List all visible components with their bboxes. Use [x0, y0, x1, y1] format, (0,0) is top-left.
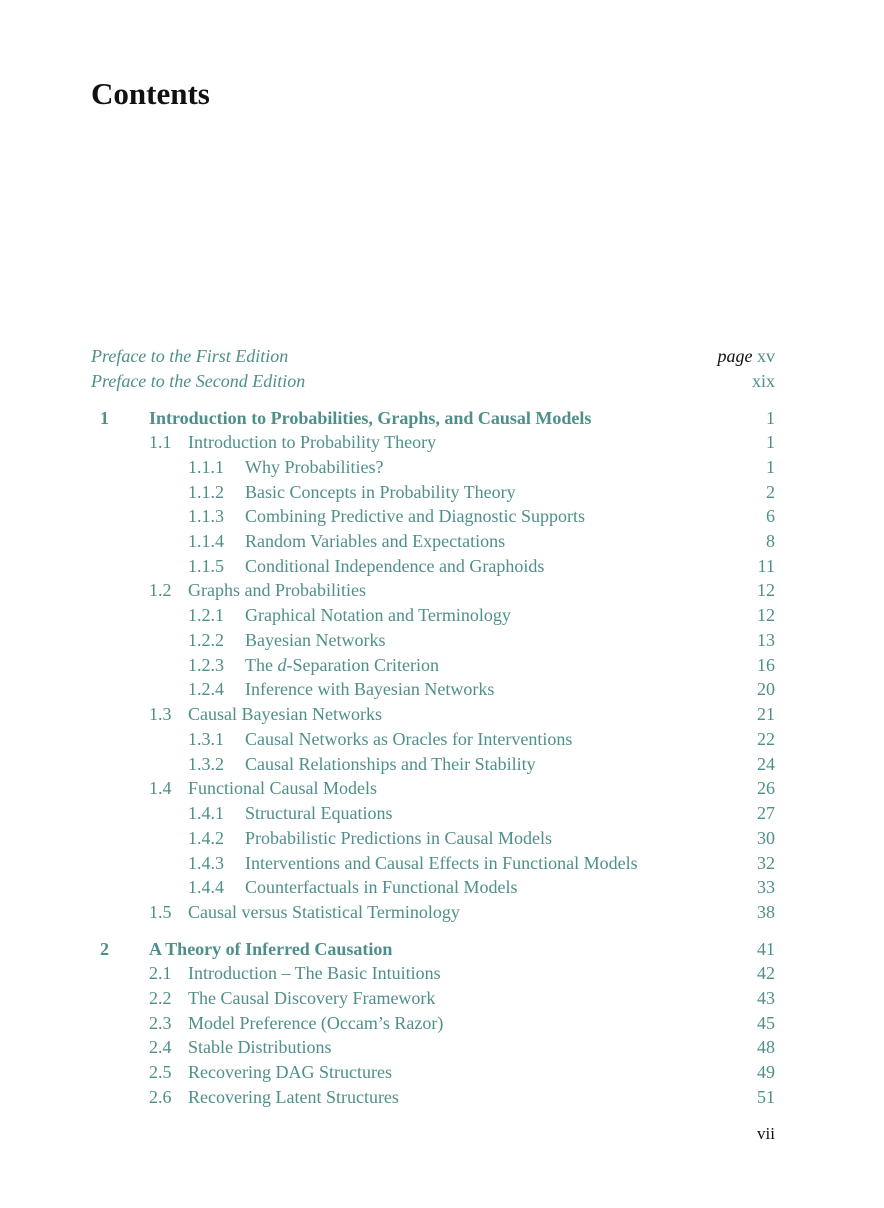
section-number: 1.3: [149, 704, 172, 724]
page-number: 1: [766, 408, 775, 428]
section-number: 2.4: [149, 1037, 172, 1057]
section-title: Model Preference (Occam’s Razor): [188, 1013, 444, 1033]
page-number: 24: [757, 754, 775, 774]
subsection-number: 1.3.1: [188, 729, 224, 749]
toc-section-entry[interactable]: [0, 702, 884, 726]
section-title: Recovering DAG Structures: [188, 1062, 392, 1082]
section-number: 2.2: [149, 988, 172, 1008]
page-number: 48: [757, 1037, 775, 1057]
chapter-title: A Theory of Inferred Causation: [149, 939, 393, 959]
subsection-number: 1.2.2: [188, 630, 224, 650]
toc-subsection-entry[interactable]: [0, 875, 884, 899]
page-number: 41: [757, 939, 775, 959]
subsection-title: Counterfactuals in Functional Models: [245, 877, 518, 897]
section-number: 1.1: [149, 432, 172, 452]
subsection-title: Graphical Notation and Terminology: [245, 605, 511, 625]
subsection-title: Probabilistic Predictions in Causal Models: [245, 828, 552, 848]
toc-section-entry[interactable]: [0, 961, 884, 985]
section-number: 2.6: [149, 1087, 172, 1107]
toc-subsection-entry[interactable]: [0, 603, 884, 627]
section-number: 1.4: [149, 778, 172, 798]
preface-title: Preface to the Second Edition: [91, 371, 306, 391]
toc-section-entry[interactable]: [0, 900, 884, 924]
subsection-number: 1.4.3: [188, 853, 224, 873]
section-title: Introduction – The Basic Intuitions: [188, 963, 441, 983]
page-label: page: [717, 346, 753, 366]
page-number: xix: [751, 371, 775, 391]
page-number: 8: [766, 531, 775, 551]
toc-subsection-entry[interactable]: [0, 851, 884, 875]
section-title: Causal Bayesian Networks: [188, 704, 382, 724]
page-number: 12: [757, 605, 775, 625]
page-number: 21: [757, 704, 775, 724]
section-number: 1.2: [149, 580, 172, 600]
title-text: The: [245, 655, 278, 675]
section-number: 2.5: [149, 1062, 172, 1082]
toc-subsection-entry[interactable]: [0, 801, 884, 825]
chapter-number: 1: [100, 408, 109, 428]
subsection-number: 1.1.4: [188, 531, 224, 551]
toc-subsection-entry[interactable]: [0, 554, 884, 578]
page-number: 49: [757, 1062, 775, 1082]
page-number: 51: [757, 1087, 775, 1107]
page-value: xv: [757, 346, 775, 366]
page-number: 12: [757, 580, 775, 600]
subsection-number: 1.4.4: [188, 877, 224, 897]
subsection-title: [245, 653, 439, 677]
page-title: Contents: [91, 76, 210, 111]
section-title: Graphs and Probabilities: [188, 580, 366, 600]
subsection-number: 1.1.1: [188, 457, 224, 477]
toc-subsection-entry[interactable]: [0, 504, 884, 528]
subsection-title: Inference with Bayesian Networks: [245, 679, 495, 699]
preface-title: Preface to the First Edition: [91, 346, 289, 366]
subsection-title: Structural Equations: [245, 803, 393, 823]
toc-preface-entry[interactable]: [0, 344, 884, 368]
subsection-number: 1.3.2: [188, 754, 224, 774]
title-text: -Separation Criterion: [286, 655, 439, 675]
page-number: 30: [757, 828, 775, 848]
section-title: Recovering Latent Structures: [188, 1087, 399, 1107]
toc-subsection-entry[interactable]: [0, 752, 884, 776]
subsection-title: Interventions and Causal Effects in Functional Models: [245, 853, 638, 873]
toc-section-entry[interactable]: [0, 1035, 884, 1059]
section-number: 1.5: [149, 902, 172, 922]
section-title: Causal versus Statistical Terminology: [188, 902, 460, 922]
subsection-title: Basic Concepts in Probability Theory: [245, 482, 516, 502]
page-number: 45: [757, 1013, 775, 1033]
toc-chapter-entry[interactable]: [0, 406, 884, 430]
toc-section-entry[interactable]: [0, 1011, 884, 1035]
page-number: 1: [766, 457, 775, 477]
section-number: 2.1: [149, 963, 172, 983]
subsection-number: 1.2.3: [188, 655, 224, 675]
toc-subsection-entry[interactable]: [0, 653, 884, 677]
toc-subsection-entry[interactable]: [0, 677, 884, 701]
page-number: 42: [757, 963, 775, 983]
section-number: 2.3: [149, 1013, 172, 1033]
page-number: 6: [766, 506, 775, 526]
toc-subsection-entry[interactable]: [0, 727, 884, 751]
toc-subsection-entry[interactable]: [0, 480, 884, 504]
page-number: 33: [757, 877, 775, 897]
page-number: 16: [757, 655, 775, 675]
toc-chapter-entry[interactable]: [0, 937, 884, 961]
section-title: Stable Distributions: [188, 1037, 332, 1057]
subsection-number: 1.1.5: [188, 556, 224, 576]
subsection-number: 1.4.2: [188, 828, 224, 848]
page-number: 20: [757, 679, 775, 699]
subsection-number: 1.4.1: [188, 803, 224, 823]
subsection-title: Bayesian Networks: [245, 630, 386, 650]
page-number: 1: [766, 432, 775, 452]
page-number: 26: [757, 778, 775, 798]
subsection-title: Why Probabilities?: [245, 457, 384, 477]
toc-section-entry[interactable]: [0, 430, 884, 454]
subsection-title: Combining Predictive and Diagnostic Supports: [245, 506, 585, 526]
subsection-title: Random Variables and Expectations: [245, 531, 506, 551]
toc-section-entry[interactable]: [0, 986, 884, 1010]
page-number: 32: [757, 853, 775, 873]
toc-subsection-entry[interactable]: [0, 455, 884, 479]
page-number: 38: [757, 902, 775, 922]
subsection-title: Conditional Independence and Graphoids: [245, 556, 545, 576]
subsection-title: Causal Relationships and Their Stability: [245, 754, 536, 774]
subsection-number: 1.2.1: [188, 605, 224, 625]
subsection-title: Causal Networks as Oracles for Interventions: [245, 729, 573, 749]
subsection-number: 1.2.4: [188, 679, 224, 699]
toc-section-entry[interactable]: [0, 1060, 884, 1084]
toc-subsection-entry[interactable]: [0, 826, 884, 850]
toc-preface-entry[interactable]: [0, 369, 884, 393]
page-number: 27: [757, 803, 775, 823]
section-title: Functional Causal Models: [188, 778, 377, 798]
page-number: [718, 344, 776, 368]
chapter-number: 2: [100, 939, 109, 959]
page-number: 43: [757, 988, 775, 1008]
toc-section-entry[interactable]: [0, 776, 884, 800]
page-number: 13: [757, 630, 775, 650]
toc-subsection-entry[interactable]: [0, 628, 884, 652]
toc-section-entry[interactable]: [0, 578, 884, 602]
subsection-number: 1.1.2: [188, 482, 224, 502]
chapter-title: Introduction to Probabilities, Graphs, and Causal Models: [149, 408, 592, 428]
subsection-number: 1.1.3: [188, 506, 224, 526]
toc-section-entry[interactable]: [0, 1085, 884, 1109]
section-title: The Causal Discovery Framework: [188, 988, 436, 1008]
page-folio: vii: [757, 1124, 775, 1143]
toc-subsection-entry[interactable]: [0, 529, 884, 553]
page-number: 2: [766, 482, 775, 502]
page-number: 22: [757, 729, 775, 749]
page-number: 11: [757, 556, 775, 576]
math-variable: d: [277, 655, 287, 675]
section-title: Introduction to Probability Theory: [188, 432, 437, 452]
